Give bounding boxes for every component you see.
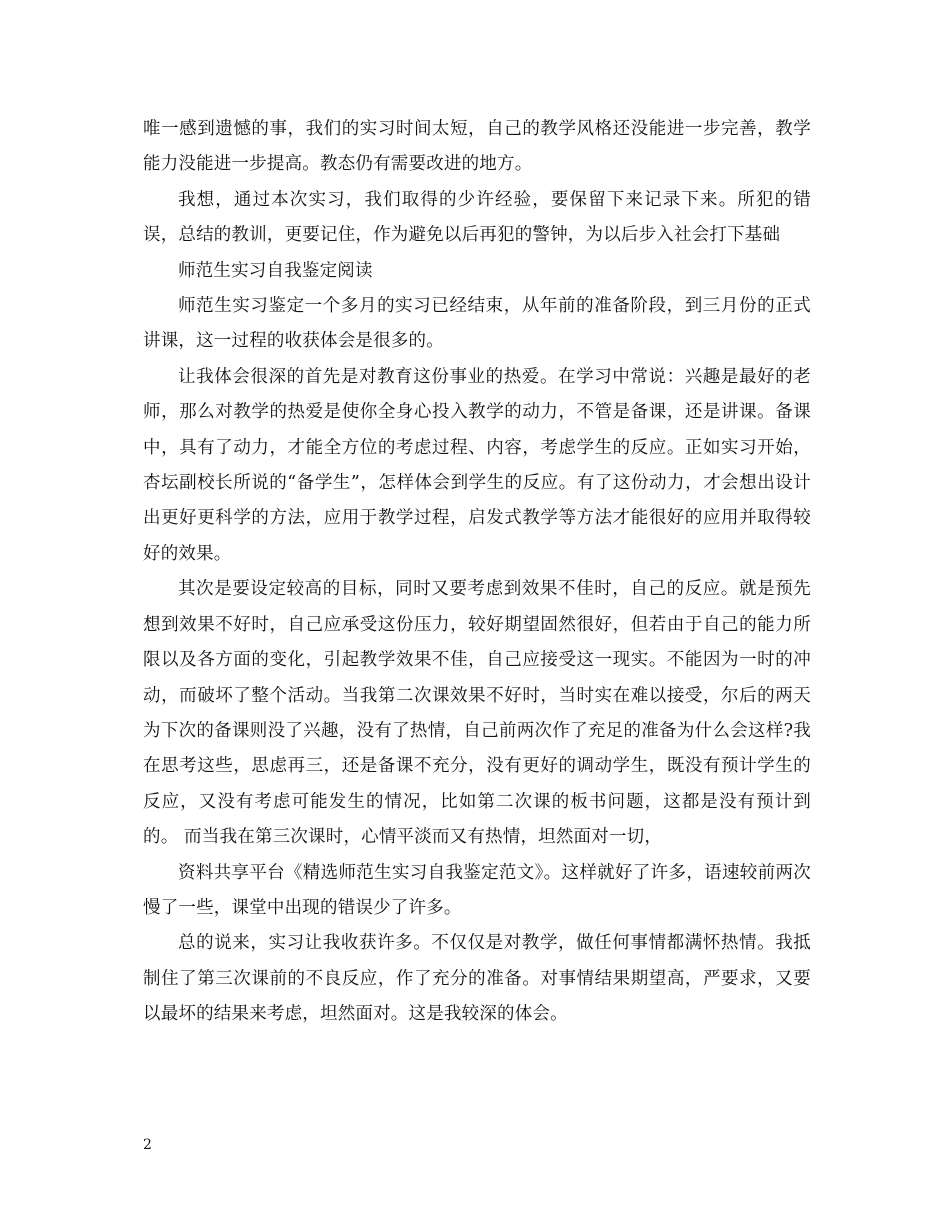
paragraph-1: 唯一感到遗憾的事，我们的实习时间太短，自己的教学风格还没能进一步完善，教学能力没能进一步提高。教态仍有需要改进的地方。: [143, 119, 811, 175]
paragraph-5: 其次是要设定较高的目标，同时又要考虑到效果不佳时，自己的反应。就是预先想到效果不好时，自己应承受这份压力，较好期望固然很好，但若由于自己的能力所限以及各方面的变化，引起教学效果不佳，自己应接受这一现实。不能因为一时的冲动，而破坏了整个活动。当我第二次课效果不好时，当时实在难以接受，尔后的两天为下次的备课则没了兴趣，没有了热情，自己前两次作了充足的准备为什么会这样?我在思考这些，思虑再三，还是备课不充分，没有更好的调动学生，既没有预计学生的反应，又没有考虑可能发生的情况，比如第二次课的板书问题，这都是没有预计到的。 而当我在第三次课时，心情平淡而又有热情，坦然面对一切，: [143, 579, 811, 848]
paragraph-7: 总的说来，实习让我收获许多。不仅仅是对教学，做任何事情都满怀热情。我抵制住了第三次课前的不良反应，作了充分的准备。对事情结果期望高，严要求，又要以最坏的结果来考虑，坦然面对。这是我较深的体会。: [143, 933, 811, 1025]
paragraph-3: 师范生实习鉴定一个多月的实习已经结束，从年前的准备阶段，到三月份的正式讲课，这一过程的收获体会是很多的。: [143, 296, 811, 352]
document-body: [143, 112, 811, 1033]
section-heading: 师范生实习自我鉴定阅读: [178, 260, 373, 281]
paragraph-4: 让我体会很深的首先是对教育这份事业的热爱。在学习中常说：兴趣是最好的老师，那么对教学的热爱是使你全身心投入教学的动力，不管是备课，还是讲课。备课中，具有了动力，才能全方位的考虑过程、内容，考虑学生的反应。正如实习开始，杏坛副校长所说的“备学生”，怎样体会到学生的反应。有了这份动力，才会想出设计出更好更科学的方法，应用于教学过程，启发式教学等方法才能很好的应用并取得较好的效果。: [143, 366, 811, 564]
paragraph-2: 我想，通过本次实习，我们取得的少许经验，要保留下来记录下来。所犯的错误，总结的教训，更要记住，作为避免以后再犯的警钟，为以后步入社会打下基础: [143, 189, 811, 246]
page-number: 2: [143, 1137, 152, 1153]
paragraph-6: 资料共享平台《精选师范生实习自我鉴定范文》。这样就好了许多，语速较前两次慢了一些，课堂中出现的错误少了许多。: [143, 862, 811, 918]
